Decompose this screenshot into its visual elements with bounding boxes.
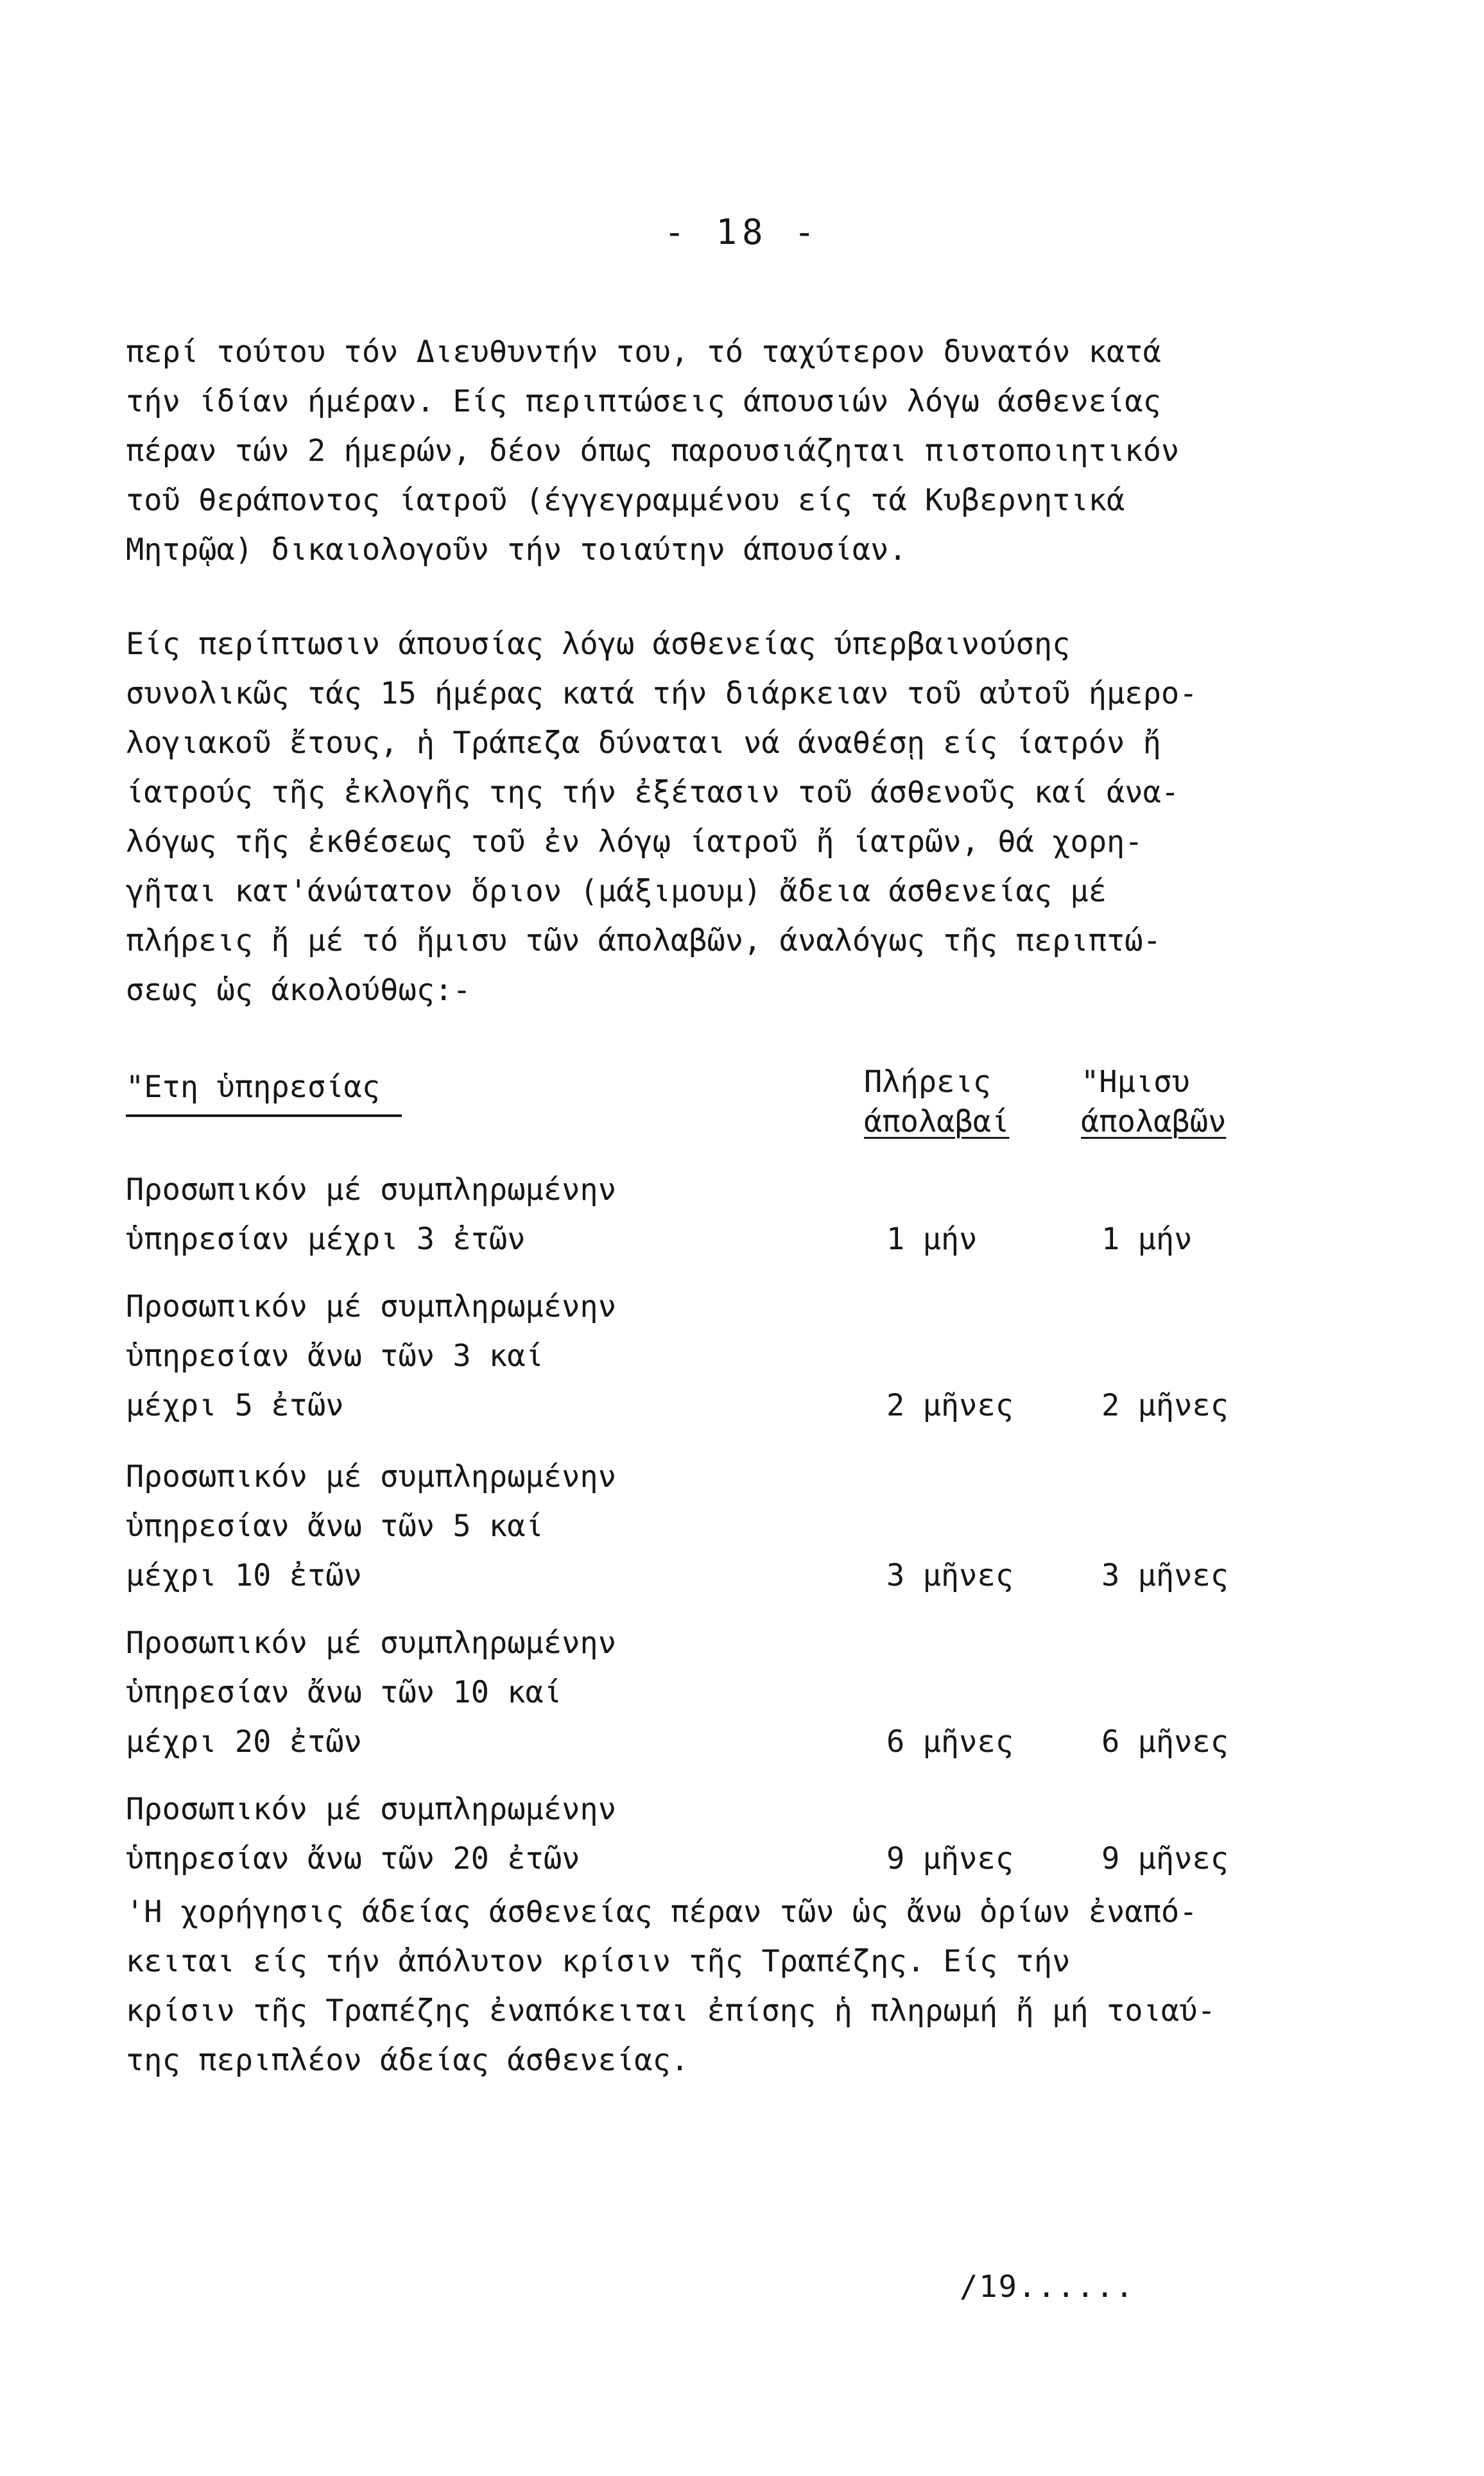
text-line: σεως ὡς άκολούθως:- <box>126 973 471 1008</box>
header-full-pay <box>864 1062 1009 1142</box>
table-row <box>126 1618 1345 1767</box>
header-full-pay-line1: Πλήρεις <box>864 1064 992 1100</box>
text-line: τοῦ θεράποντος ίατροῦ (έγγεγραμμένου είς τά Κυβερνητικά <box>126 483 1125 518</box>
row-half-pay: 1 μήν <box>1101 1222 1193 1257</box>
text-line: 'Η χορήγησις άδείας άσθενείας πέραν τῶν ὡς ἄνω ὁρίων ἐναπό- <box>126 1894 1198 1930</box>
row-desc-line: ὑπηρεσίαν ἄνω τῶν 5 καί <box>126 1509 544 1544</box>
paragraph-extended-absence <box>126 619 1345 1015</box>
row-full-pay: 6 μῆνες <box>886 1724 1014 1760</box>
table-row <box>126 1785 1345 1883</box>
text-line: περί τούτου τόν Διευθυντήν του, τό ταχύτερον δυνατόν κατά <box>126 334 1161 370</box>
row-full-pay: 9 μῆνες <box>886 1841 1014 1876</box>
row-half-pay: 3 μῆνες <box>1101 1558 1229 1593</box>
header-full-pay-line2: άπολαβαί <box>864 1104 1010 1139</box>
header-half-pay <box>1081 1062 1226 1142</box>
header-half-pay-line1: "Ημισυ <box>1081 1064 1190 1100</box>
row-desc-line: ὑπηρεσίαν ἄνω τῶν 10 καί <box>126 1675 562 1710</box>
row-desc-line: ὑπηρεσίαν ἄνω τῶν 3 καί <box>126 1338 544 1374</box>
paragraph-bank-discretion <box>126 1887 1345 2085</box>
paragraph-sick-notice <box>126 327 1345 575</box>
text-line: λόγως τῆς ἐκθέσεως τοῦ ἐν λόγῳ ίατροῦ ἤ ίατρῶν, θά χορη- <box>126 824 1143 860</box>
row-full-pay: 1 μήν <box>886 1222 978 1257</box>
page-number: - 18 - <box>664 212 820 252</box>
text-line: λογιακοῦ ἔτους, ἡ Τράπεζα δύναται νά άναθέσῃ είς ίατρόν ἤ <box>126 725 1161 761</box>
row-half-pay: 2 μῆνες <box>1101 1388 1229 1423</box>
text-line: πλήρεις ἤ μέ τό ἥμισυ τῶν άπολαβῶν, άναλόγως τῆς περιπτώ- <box>126 923 1161 958</box>
sick-leave-table <box>126 1062 1345 1883</box>
text-line: τήν ίδίαν ήμέραν. Είς περιπτώσεις άπουσιών λόγω άσθενείας <box>126 384 1161 419</box>
row-desc-line: μέχρι 5 ἐτῶν <box>126 1388 344 1423</box>
header-half-pay-line2: άπολαβῶν <box>1081 1104 1227 1139</box>
text-line: Μητρῷα) δικαιολογοῦν τήν τοιαύτην άπουσίαν. <box>126 532 907 567</box>
table-row <box>126 1282 1345 1430</box>
row-full-pay: 3 μῆνες <box>886 1558 1014 1593</box>
text-line: πέραν τών 2 ήμερών, δέον όπως παρουσιάζηται πιστοποιητικόν <box>126 433 1180 469</box>
row-desc-line: μέχρι 20 ἐτῶν <box>126 1724 362 1760</box>
row-desc-line: ὑπηρεσίαν μέχρι 3 ἐτῶν <box>126 1222 526 1257</box>
next-page-marker: /19...... <box>960 2269 1135 2305</box>
row-desc-line: ὑπηρεσίαν ἄνω τῶν 20 ἐτῶν <box>126 1841 580 1876</box>
table-header <box>126 1062 1345 1165</box>
row-desc-line: Προσωπικόν μέ συμπληρωμένην <box>126 1792 617 1827</box>
text-line: ίατρούς τῆς ἐκλογῆς της τήν ἐξέτασιν τοῦ άσθενοῦς καί άνα- <box>126 775 1180 810</box>
text-line: συνολικῶς τάς 15 ήμέρας κατά τήν διάρκειαν τοῦ αὐτοῦ ήμερο- <box>126 676 1198 711</box>
text-line: γῆται κατ'άνώτατον ὅριον (μάξιμουμ) ἄδεια άσθενείας μέ <box>126 874 1107 909</box>
row-desc-line: Προσωπικόν μέ συμπληρωμένην <box>126 1289 617 1324</box>
text-line: Είς περίπτωσιν άπουσίας λόγω άσθενείας ύπερβαινούσης <box>126 627 1071 662</box>
row-desc-line: Προσωπικόν μέ συμπληρωμένην <box>126 1459 617 1494</box>
row-half-pay: 9 μῆνες <box>1101 1841 1229 1876</box>
table-row <box>126 1165 1345 1264</box>
row-desc-line: μέχρι 10 ἐτῶν <box>126 1558 362 1593</box>
table-row <box>126 1452 1345 1600</box>
text-line: της περιπλέον άδείας άσθενείας. <box>126 2043 689 2078</box>
row-full-pay: 2 μῆνες <box>886 1388 1014 1423</box>
header-years-of-service: "Ετη ὑπηρεσίας <box>126 1062 402 1117</box>
row-half-pay: 6 μῆνες <box>1101 1724 1229 1760</box>
row-desc-line: Προσωπικόν μέ συμπληρωμένην <box>126 1625 617 1661</box>
text-line: κρίσιν τῆς Τραπέζης ἐναπόκειται ἐπίσης ἡ πληρωμή ἤ μή τοιαύ- <box>126 1993 1216 2029</box>
row-desc-line: Προσωπικόν μέ συμπληρωμένην <box>126 1172 617 1208</box>
text-line: κειται είς τήν ἀπόλυτον κρίσιν τῆς Τραπέζης. Είς τήν <box>126 1944 1071 1979</box>
